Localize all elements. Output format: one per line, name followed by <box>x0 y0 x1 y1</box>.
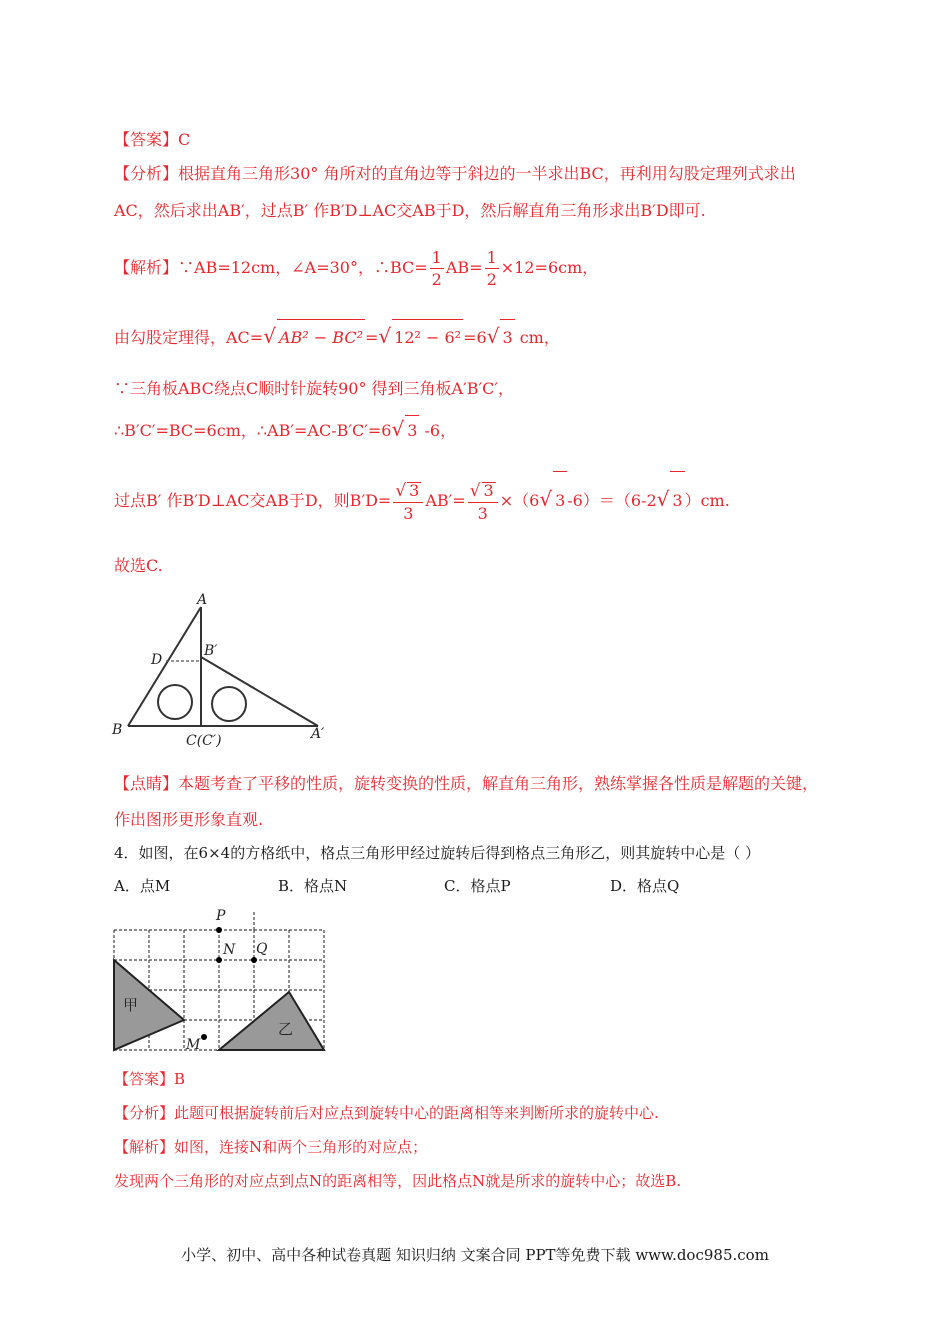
point-n <box>216 957 222 963</box>
q3-comment-line2: 作出图形更形象直观. <box>114 810 264 829</box>
label-a-prime: A′ <box>311 726 325 742</box>
sol1-text-c: ×12=6cm， <box>500 258 599 277</box>
solution-label: 【解析】 <box>114 258 179 277</box>
radicand-3: 3 <box>483 480 494 500</box>
label-c: C(C′) <box>186 733 222 748</box>
q3-triangle-figure <box>108 588 338 748</box>
analysis-label: 【分析】 <box>114 1104 175 1122</box>
q3-comment-line1 <box>114 771 818 794</box>
radicand-3: 3 <box>500 319 514 356</box>
sqrt-sign: √ <box>656 487 670 511</box>
sol2-text-a: 由勾股定理得，AC= <box>114 328 264 347</box>
sol5-text-a: 过点B′ 作B′D⊥AC交AB于D，则B′D= <box>114 491 392 510</box>
q3-analysis-line1 <box>114 161 796 184</box>
label-b-prime: B′ <box>204 643 218 659</box>
label-q: Q <box>256 941 268 957</box>
label-p: P <box>216 908 226 924</box>
fraction-root3-over-3 <box>468 482 498 522</box>
sol1-text-b: AB= <box>445 258 483 277</box>
analysis-text: 根据直角三角形30° 角所对的直角边等于斜边的一半求出BC，再利用勾股定理列式求出 <box>178 164 796 183</box>
label-m: M <box>186 1037 201 1053</box>
sol4-text-b: -6， <box>424 421 457 440</box>
q4-analysis <box>114 1102 659 1123</box>
radicand-3: 3 <box>553 471 567 530</box>
frac-num: 1 <box>486 247 497 267</box>
radicand-3: 3 <box>405 415 419 446</box>
sol5-text-b: AB′= <box>425 491 466 510</box>
fraction-half <box>430 247 444 289</box>
circle-right <box>212 687 246 721</box>
q3-solution-line4 <box>114 414 456 446</box>
analysis-text: 此题可根据旋转前后对应点到旋转中心的距离相等来判断所求的旋转中心. <box>174 1104 659 1122</box>
q3-solution-line2 <box>114 318 560 356</box>
q3-analysis-line2: AC，然后求出AB′，过点B′ 作B′D⊥AC交AB于D，然后解直角三角形求出B′D即可. <box>114 201 706 220</box>
sqrt-sign: √ <box>378 324 392 348</box>
q4-option-a: A．点M <box>114 877 171 895</box>
q4-option-b: B．格点N <box>278 877 348 895</box>
frac-den: 2 <box>486 269 497 289</box>
sol2-text-c: cm， <box>519 328 560 347</box>
comment-label: 【点睛】 <box>114 774 179 793</box>
q3-solution-line1 <box>114 244 598 292</box>
analysis-label: 【分析】 <box>114 164 179 183</box>
q4-grid-figure <box>108 904 333 1056</box>
answer-label: 【答案】 <box>114 1070 175 1088</box>
point-p <box>216 927 222 933</box>
point-q <box>251 957 257 963</box>
q4-solution-line2: 发现两个三角形的对应点到点N的距离相等，因此格点N就是所求的旋转中心；故选B. <box>114 1172 682 1190</box>
q3-solution-line3: ∵三角板ABC绕点C顺时针旋转90° 得到三角板A′B′C′， <box>114 379 514 398</box>
sqrt-sign: √ <box>391 417 405 441</box>
sol5-text-d: -6）＝（6-2 <box>567 491 657 510</box>
fraction-half <box>485 247 499 289</box>
solution-text: 如图，连接N和两个三角形的对应点； <box>174 1138 428 1156</box>
sqrt-sign: √ <box>539 487 553 511</box>
frac-num: 1 <box>431 247 442 267</box>
answer-value: B <box>174 1070 186 1088</box>
frac-den: 3 <box>403 503 414 523</box>
q3-answer <box>114 127 190 150</box>
radicand-3: 3 <box>670 471 684 530</box>
sol2-text-b: =6 <box>463 328 487 347</box>
q4-stem: 4．如图，在6×4的方格纸中，格点三角形甲经过旋转后得到格点三角形乙，则其旋转中心是（ ） <box>114 844 760 862</box>
q3-solution-line5 <box>114 470 730 530</box>
label-jia: 甲 <box>123 996 139 1014</box>
point-m <box>201 1034 207 1040</box>
comment-text: 本题考查了平移的性质，旋转变换的性质，解直角三角形，熟练掌握各性质是解题的关键， <box>178 774 819 793</box>
q4-solution-line1 <box>114 1136 427 1157</box>
solution-label: 【解析】 <box>114 1138 175 1156</box>
radicand-3: 3 <box>409 480 420 500</box>
q4-answer <box>114 1068 185 1089</box>
radicand-ab-bc: AB² − BC² <box>277 319 365 356</box>
sol5-text-e: ）cm. <box>684 491 730 510</box>
label-b: B <box>112 722 123 738</box>
label-n: N <box>223 942 236 958</box>
page-footer: 小学、初中、高中各种试卷真题 知识归纳 文案合同 PPT等免费下载 www.doc985.com <box>181 1246 769 1264</box>
answer-value: C <box>178 130 191 149</box>
radicand-12-6: 12² − 6² <box>392 319 463 356</box>
label-yi: 乙 <box>278 1020 294 1038</box>
fraction-root3-over-3 <box>393 482 423 522</box>
label-d: D <box>151 652 163 668</box>
sqrt-sign: √ <box>469 480 481 501</box>
circle-left <box>158 685 192 719</box>
sol4-text-a: ∴B′C′=BC=6cm，∴AB′=AC-B′C′=6 <box>114 421 392 440</box>
frac-den: 2 <box>431 269 442 289</box>
triangle-yi <box>219 992 324 1050</box>
sol2-eq: = <box>364 328 379 347</box>
sqrt-sign: √ <box>395 480 407 501</box>
sol5-text-c: ×（6 <box>499 491 540 510</box>
sol1-text-a: ∵AB=12cm，∠A=30°，∴BC= <box>178 258 428 277</box>
label-a: A <box>197 592 208 608</box>
frac-den: 3 <box>477 503 488 523</box>
answer-label: 【答案】 <box>114 130 179 149</box>
sqrt-sign: √ <box>263 324 276 348</box>
q4-option-d: D．格点Q <box>610 877 680 895</box>
q4-option-c: C．格点P <box>444 877 511 895</box>
sqrt-sign: √ <box>486 324 500 348</box>
q3-choice: 故选C. <box>114 556 163 575</box>
